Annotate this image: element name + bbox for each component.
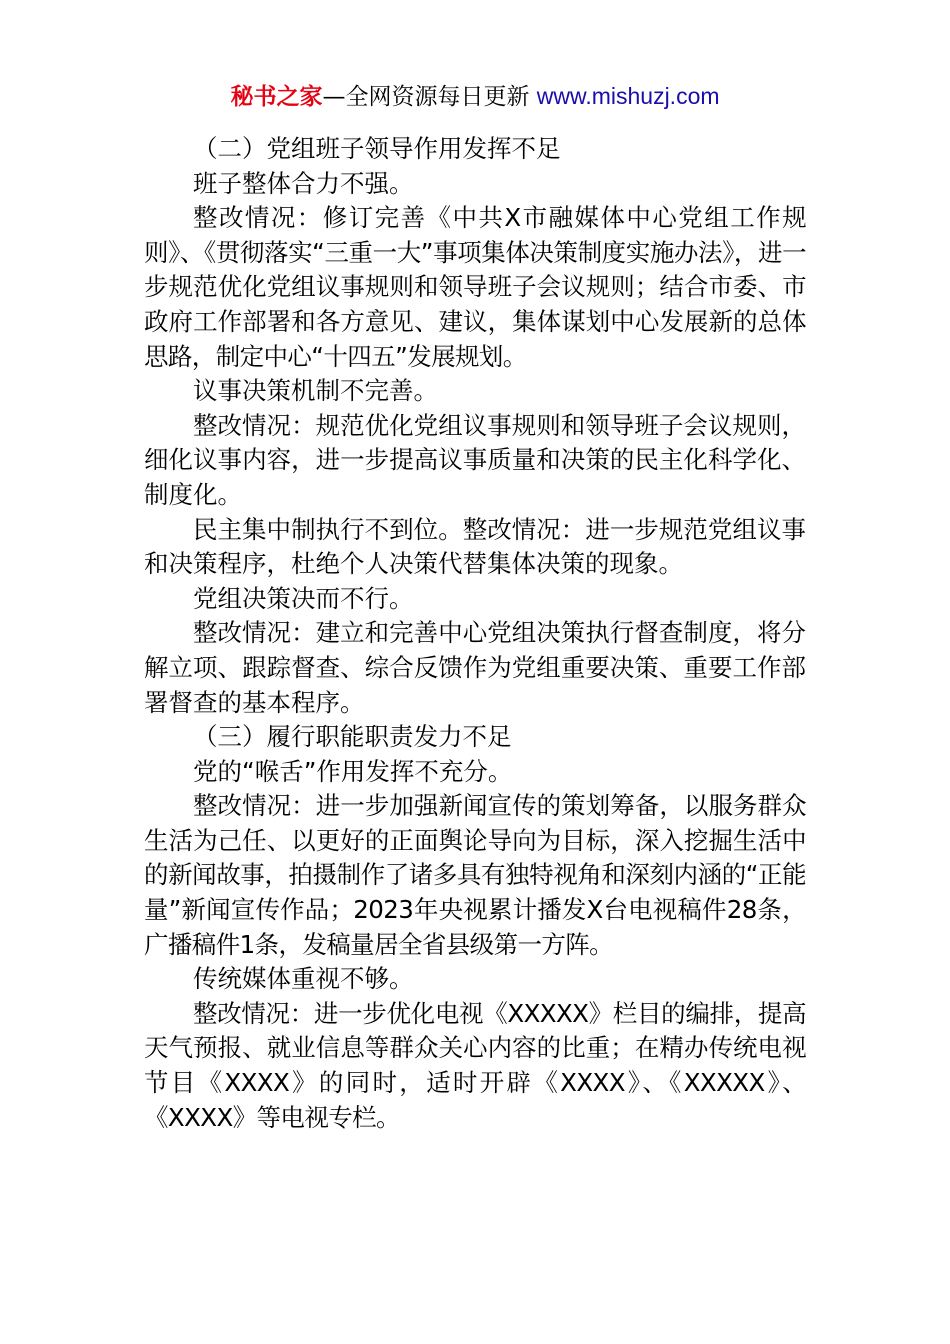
rectification-paragraph: 整改情况：建立和完善中心党组决策执行督查制度，将分解立项、跟踪督查、综合反馈作为党组重要决策、重要工作部署督查的基本程序。 <box>144 618 806 717</box>
issue-paragraph: 传统媒体重视不够。 <box>193 964 414 994</box>
issue-paragraph: 班子整体合力不强。 <box>193 168 414 198</box>
issue-paragraph: 党组决策决而不行。 <box>193 583 414 613</box>
page-header <box>0 80 950 113</box>
issue-paragraph: 议事决策机制不完善。 <box>193 376 438 406</box>
rectification-paragraph: 整改情况：修订完善《中共X市融媒体中心党组工作规则》、《贯彻落实“三重一大”事项集体决策制度实施办法》，进一步规范优化党组议事规则和领导班子会议规则；结合市委、市政府工作部署和各方意见、建议，集体谋划中心发展新的总体思路，制定中心“十四五”发展规划。 <box>144 203 806 371</box>
document-body <box>144 132 806 1135</box>
site-url-link[interactable]: www.mishuzj.com <box>536 83 720 109</box>
section-heading-2: （二）党组班子领导作用发挥不足 <box>193 134 561 163</box>
rectification-paragraph: 整改情况：进一步加强新闻宣传的策划筹备，以服务群众生活为己任、以更好的正面舆论导向为目标，深入挖掘生活中的新闻故事，拍摄制作了诸多具有独特视角和深刻内涵的“正能量”新闻宣传作品；2023年央视累计播发X台电视稿件28条，广播稿件1条，发稿量居全省县级第一方阵。 <box>144 791 806 959</box>
brand-name: 秘书之家 <box>230 84 323 110</box>
section-heading-3: （三）履行职能职责发力不足 <box>193 722 512 752</box>
issue-paragraph: 民主集中制执行不到位。整改情况：进一步规范党组议事和决策程序，杜绝个人决策代替集体决策的现象。 <box>144 514 806 579</box>
issue-paragraph: 党的“喉舌”作用发挥不充分。 <box>193 756 513 786</box>
header-tagline: —全网资源每日更新 <box>322 84 530 110</box>
rectification-paragraph: 整改情况：进一步优化电视《XXXXX》栏目的编排，提高天气预报、就业信息等群众关心内容的比重；在精办传统电视节目《XXXX》的同时，适时开辟《XXXX》、《XXXXX》、《XXXX》等电视专栏。 <box>144 998 806 1132</box>
rectification-paragraph: 整改情况：规范优化党组议事规则和领导班子会议规则，细化议事内容，进一步提高议事质量和决策的民主化科学化、制度化。 <box>144 410 806 509</box>
